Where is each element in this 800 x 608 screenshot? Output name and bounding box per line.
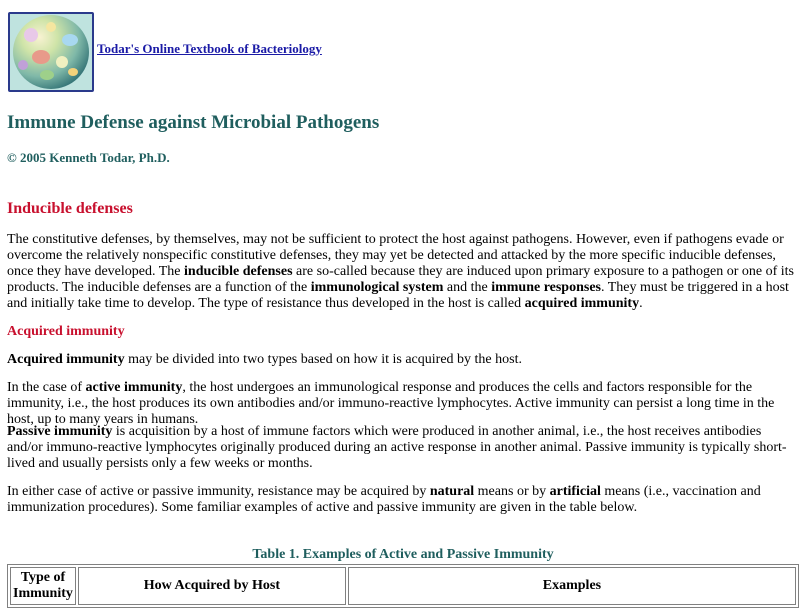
column-header-examples: Examples	[348, 567, 796, 605]
section-heading-acquired-immunity: Acquired immunity	[7, 324, 125, 339]
passive-immunity-paragraph	[7, 424, 797, 472]
bacteria-logo-image[interactable]	[8, 12, 94, 92]
page-title: Immune Defense against Microbial Pathogens	[7, 112, 380, 133]
bold-term: artificial	[549, 484, 601, 499]
text-run: The constitutive defenses, by themselves, may not be sufficient to protect the host against pathogens. However, even if pathogens evade or overcome the relatively nonspecific constitutive defenses, they may yet be detected and attacked by the more specific inducible defenses, once they have developed. The	[7, 232, 784, 279]
bold-term: inducible defenses	[184, 264, 293, 279]
bold-term: Passive immunity	[7, 424, 113, 439]
text-run: means (i.e., vaccination and immunization procedures). Some familiar examples of active and passive immunity are given in the table below.	[7, 484, 761, 515]
acquired-immunity-paragraph	[7, 352, 797, 368]
text-run: means or by	[474, 484, 550, 499]
copyright-notice: © 2005 Kenneth Todar, Ph.D.	[7, 150, 170, 165]
text-run: . They must be triggered in a host and initially take time to develop. The type of resistance thus developed in the host is called	[7, 280, 789, 311]
logo-blob	[46, 22, 56, 32]
natural-artificial-paragraph	[7, 484, 797, 516]
logo-blob	[18, 60, 28, 70]
text-run: is acquisition by a host of immune factors which were produced in another animal, i.e., the host receives antibodies and/or immuno-reactive lymphocytes originally produced during an active response in another animal. Passive immunity is typically short-lived and usually persists only a few weeks or months.	[7, 424, 787, 471]
column-header-how-acquired: How Acquired by Host	[78, 567, 346, 605]
bold-term: immunological system	[310, 280, 444, 295]
active-immunity-paragraph	[7, 380, 797, 428]
immunity-examples-table	[7, 564, 799, 608]
intro-paragraph	[7, 232, 797, 312]
text-run: , the host undergoes an immunological response and produces the cells and factors responsible for the immunity, i.e., the host produces its own antibodies and/or immuno-reactive lymphocytes. Active immunity can persist a long time in the host, up to many years in humans.	[7, 380, 775, 427]
text-run: and the	[443, 280, 492, 295]
table-caption: Table 1. Examples of Active and Passive Immunity	[252, 547, 554, 562]
text-run: In either case of active or passive immunity, resistance may be acquired by	[7, 484, 430, 499]
bold-term: active immunity	[85, 380, 183, 395]
site-header	[8, 12, 322, 92]
logo-blob	[32, 50, 50, 64]
bold-term: Acquired immunity	[7, 352, 125, 367]
logo-blob	[24, 28, 38, 42]
logo-blob	[40, 70, 54, 80]
table-header-row	[10, 567, 796, 605]
column-header-type: Type of Immunity	[10, 567, 76, 605]
bold-term: natural	[429, 484, 475, 499]
site-home-link[interactable]: Todar's Online Textbook of Bacteriology	[97, 41, 322, 56]
logo-blob	[68, 68, 78, 76]
logo-blob	[62, 34, 78, 46]
text-run: In the case of	[7, 380, 86, 395]
text-run: are so-called because they are induced upon primary exposure to a pathogen or one of its products. The inducible defenses are a function of the	[7, 264, 795, 295]
logo-blob	[56, 56, 68, 68]
section-heading-inducible-defenses: Inducible defenses	[7, 200, 133, 217]
bold-term: acquired immunity	[524, 296, 640, 311]
text-run: may be divided into two types based on how it is acquired by the host.	[124, 352, 522, 367]
bold-term: immune responses	[491, 280, 601, 295]
text-run: .	[639, 296, 643, 311]
